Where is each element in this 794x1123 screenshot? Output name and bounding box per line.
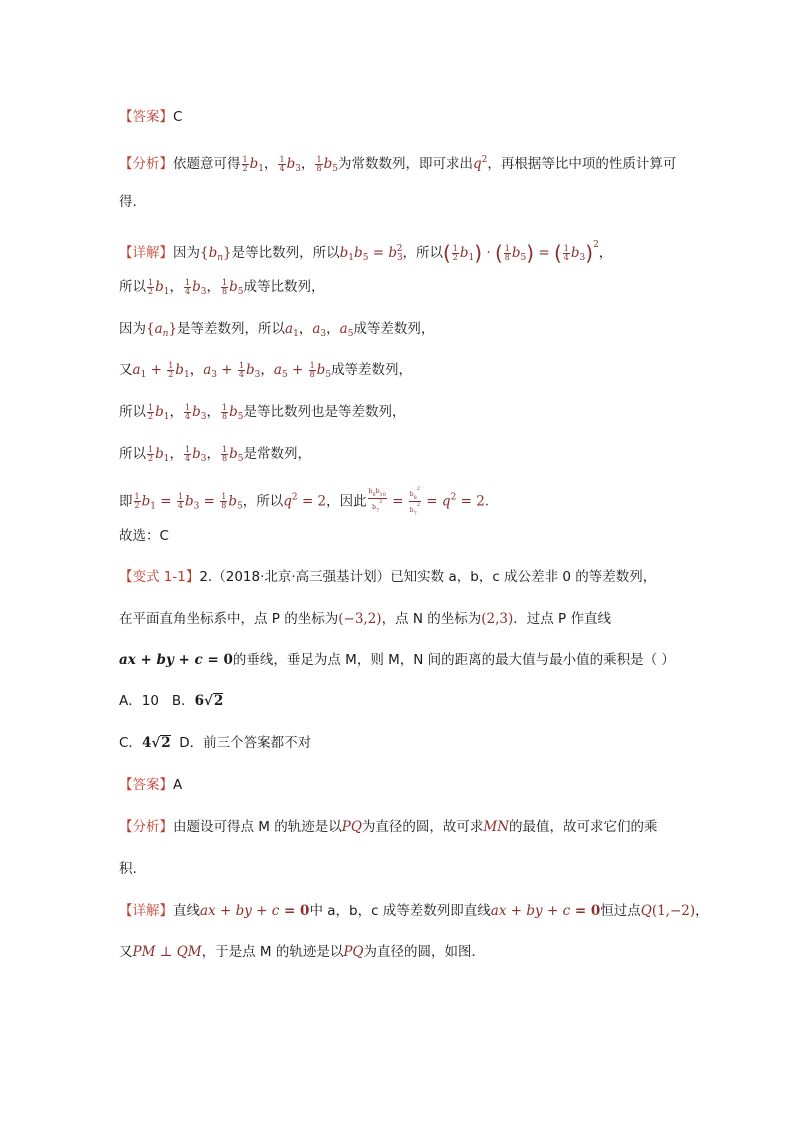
analysis-line-2: 得.	[119, 194, 137, 210]
detail-line-2: 所以 $\frac{1}{2}$ $b_1$， $\frac{1}{4}$ $b_3$， $\frac{1}{8}$ $b_5$成等比数列，	[119, 277, 325, 297]
detail-line-6: 所以 $\frac{1}{2}$ $b_1$， $\frac{1}{4}$ $b_3$， $\frac{1}{8}$ $b_5$是常数列，	[119, 444, 311, 464]
option-a: 10	[141, 693, 159, 709]
options-line-1: A．10 B．6√2	[119, 693, 224, 709]
option-c-label: C．	[119, 735, 142, 751]
problem-line-1: 【变式 1-1】2.（2018·北京·高三强基计划）已知实数 a，b，c 成公差非 0 的等差数列，	[119, 569, 657, 585]
fraction: $\frac{1}{8}$	[316, 154, 322, 173]
fraction: $\frac{1}{4}$	[279, 154, 285, 173]
problem-line-3: ax + by + c = 0的垂线，垂足为点 M，则 M，N 间的距离的最大值与最小值的乘积是（ ）	[119, 652, 675, 668]
detail-line-3: 因为$\{a_n\}$是等差数列，所以$a_1$，$a_3$，$a_5$成等差数列，	[119, 321, 435, 339]
detail-line-8: 【详解】直线ax + by + c = 0中 a，b，c 成等差数列即直线ax + by + c = 0恒过点Q(1,−2)，	[119, 903, 709, 919]
detail-line-9: 又PM ⊥ QM，于是点 M 的轨迹是以PQ为直径的圆，如图．	[119, 944, 485, 960]
options-line-2: C．4√2 D．前三个答案都不对	[119, 735, 312, 751]
problem-number: 2.	[199, 569, 213, 585]
detail-line-7: 即 $\frac{1}{2}$ $b_1$ = $\frac{1}{4}$ $b_3$ = $\frac{1}{8}$ $b_5$，所以$q^2 = 2$，因此 $\frac{b_6b_{10}}{b_7^2}$ = $\frac{b_8^2}{b_7^2}$ = $q^2 = 2$.	[119, 486, 490, 517]
option-a-label: A．	[119, 693, 142, 709]
detail-line-4: 又$a_1$ + $\frac{1}{2}$ $b_1$，$a_3$ + $\frac{1}{4}$ $b_3$，$a_5$ + $\frac{1}{8}$ $b_5$成等差数列，	[119, 360, 413, 380]
answer-line-2: 【答案】A	[119, 777, 183, 793]
analysis-line-1: 【分析】依题意可得 $\frac{1}{2}$ $b_1$， $\frac{1}{4}$ $b_3$， $\frac{1}{8}$ $b_5$为常数数列，即可求出$q^2$，再根据等比中项的性质计算可	[119, 154, 677, 174]
problem-tag: 【变式 1-1】	[119, 569, 200, 585]
answer-value: C	[173, 109, 183, 125]
detail-tag: 【详解】	[119, 245, 173, 261]
conclusion-line: 故选：C	[119, 528, 169, 544]
answer-tag: 【答案】	[119, 109, 173, 125]
detail-line-1: 【详解】因为$\{b_n\}$是等比数列，所以$b_1b_5 = b_3^2$，所以( $\frac{1}{2}$ $b_1$) · ( $\frac{1}{8}$ $b_5$) = ( $\frac{1}{4}$ $b_3)^2$，	[119, 240, 613, 265]
analysis-tag: 【分析】	[119, 156, 173, 172]
analysis-line-3: 【分析】由题设可得点 M 的轨迹是以PQ为直径的圆，故可求MN的最值，故可求它们的乘	[119, 819, 658, 835]
fraction: $\frac{1}{2}$	[242, 154, 248, 173]
detail-line-5: 所以 $\frac{1}{2}$ $b_1$， $\frac{1}{4}$ $b_3$， $\frac{1}{8}$ $b_5$是等比数列也是等差数列，	[119, 402, 406, 422]
analysis-line-4: 积.	[119, 861, 137, 877]
option-d-label: D．	[179, 735, 204, 751]
option-b-label: B．	[171, 693, 195, 709]
problem-line-2: 在平面直角坐标系中，点 P 的坐标为(−3,2)，点 N 的坐标为(2,3)．过点 P 作直线	[119, 611, 611, 627]
option-d: 前三个答案都不对	[203, 735, 312, 751]
problem-source: （2018·北京·高三强基计划）	[212, 569, 391, 585]
answer-line-1	[119, 108, 182, 126]
